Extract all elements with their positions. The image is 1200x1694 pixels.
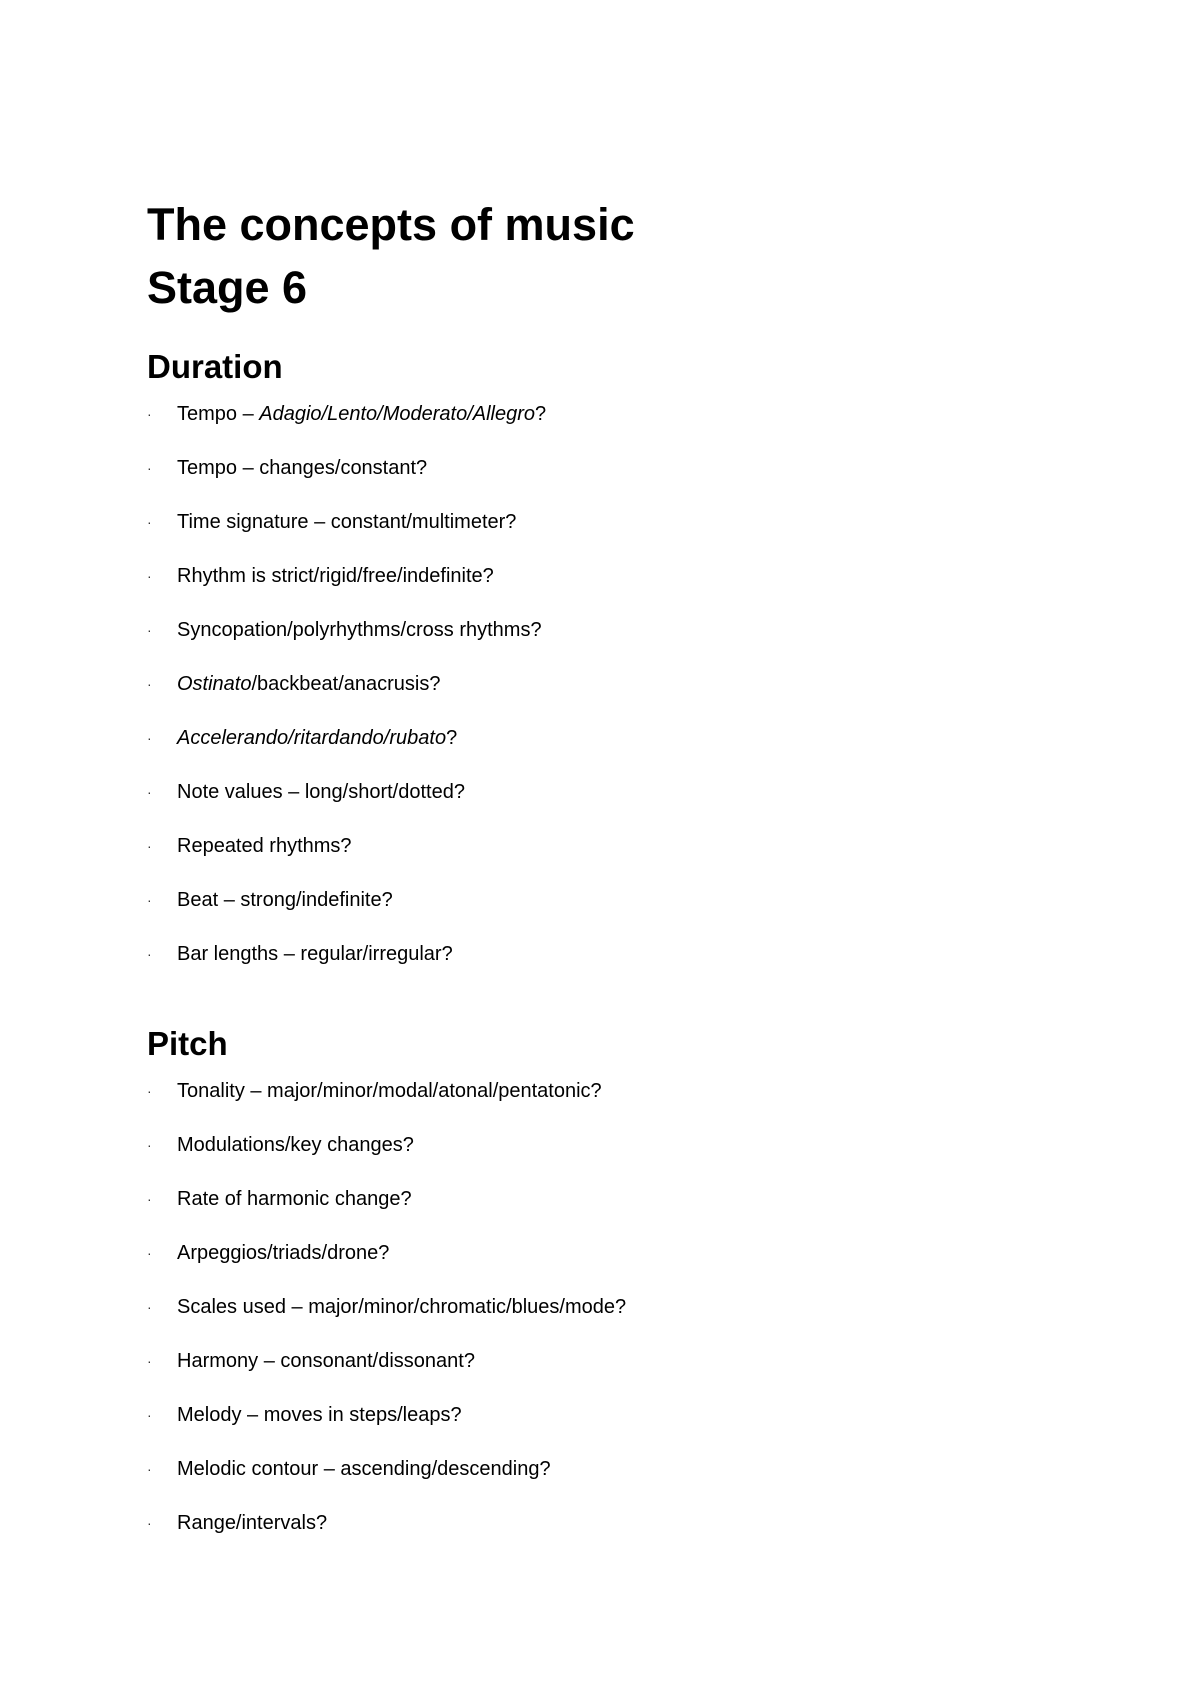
bullet-icon: · (147, 676, 152, 692)
list-item-text (177, 564, 494, 588)
list-item-text (177, 1511, 327, 1535)
list-item (147, 456, 1097, 510)
list-item (147, 672, 1097, 726)
list-item (147, 1403, 1097, 1457)
text-segment: Beat – strong/indefinite? (177, 889, 393, 911)
list-item (147, 834, 1097, 888)
list-item (147, 1241, 1097, 1295)
bullet-icon: · (147, 568, 152, 584)
list-item (147, 564, 1097, 618)
text-segment: Melodic contour – ascending/descending? (177, 1458, 551, 1480)
document-page (147, 193, 1097, 1565)
list-item-text (177, 1403, 462, 1427)
italic-term: Adagio/Lento/Moderato/Allegro (259, 403, 536, 425)
text-segment: Arpeggios/triads/drone? (177, 1242, 390, 1264)
title-line-2: Stage 6 (147, 262, 308, 313)
italic-term: Accelerando/ritardando/rubato (177, 727, 447, 749)
list-item-text (177, 1079, 602, 1103)
text-segment: Tempo – (177, 403, 260, 425)
text-segment: Scales used – major/minor/chromatic/blues/mode? (177, 1296, 627, 1318)
section-heading-pitch: Pitch (147, 1025, 228, 1062)
bullet-icon: · (147, 1083, 152, 1099)
text-segment: Note values – long/short/dotted? (177, 781, 465, 803)
list-item-text (177, 726, 457, 750)
list-item (147, 402, 1097, 456)
list-item (147, 1295, 1097, 1349)
text-segment: Repeated rhythms? (177, 835, 352, 857)
list-item (147, 888, 1097, 942)
list-item (147, 1079, 1097, 1133)
section-heading-duration: Duration (147, 348, 283, 385)
text-segment: ? (535, 403, 547, 425)
list-item (147, 1349, 1097, 1403)
list-item-text (177, 942, 453, 966)
bullet-icon: · (147, 1299, 152, 1315)
bullet-icon: · (147, 406, 152, 422)
pitch-list (147, 1079, 1097, 1565)
document-title (147, 193, 1097, 319)
title-line-1: The concepts of music (147, 199, 635, 250)
text-segment: Melody – moves in steps/leaps? (177, 1404, 462, 1426)
list-item-text (177, 1187, 412, 1211)
text-segment: Tonality – major/minor/modal/atonal/pentatonic? (177, 1080, 602, 1102)
bullet-icon: · (147, 1137, 152, 1153)
list-item-text (177, 1133, 414, 1157)
text-segment: Syncopation/polyrhythms/cross rhythms? (177, 619, 542, 641)
text-segment: Time signature – constant/multimeter? (177, 511, 517, 533)
text-segment: Tempo – changes/constant? (177, 457, 428, 479)
list-item (147, 1457, 1097, 1511)
bullet-icon: · (147, 622, 152, 638)
text-segment: Modulations/key changes? (177, 1134, 414, 1156)
list-item-text (177, 888, 393, 912)
text-segment: Harmony – consonant/dissonant? (177, 1350, 475, 1372)
bullet-icon: · (147, 946, 152, 962)
list-item-text (177, 1295, 626, 1319)
list-item (147, 726, 1097, 780)
bullet-icon: · (147, 1461, 152, 1477)
list-item-text (177, 834, 352, 858)
bullet-icon: · (147, 784, 152, 800)
bullet-icon: · (147, 1407, 152, 1423)
bullet-icon: · (147, 1245, 152, 1261)
bullet-icon: · (147, 514, 152, 530)
list-item-text (177, 672, 441, 696)
list-item-text (177, 1241, 389, 1265)
text-segment: ? (446, 727, 458, 749)
list-item (147, 510, 1097, 564)
list-item (147, 1187, 1097, 1241)
text-segment: Rate of harmonic change? (177, 1188, 412, 1210)
bullet-icon: · (147, 1353, 152, 1369)
list-item (147, 1511, 1097, 1565)
list-item-text (177, 456, 427, 480)
list-item (147, 618, 1097, 672)
bullet-icon: · (147, 892, 152, 908)
list-item-text (177, 618, 542, 642)
italic-term: Ostinato (177, 673, 252, 695)
list-item-text (177, 1349, 475, 1373)
bullet-icon: · (147, 838, 152, 854)
list-item-text (177, 510, 516, 534)
list-item (147, 780, 1097, 834)
list-item (147, 942, 1097, 996)
duration-list (147, 402, 1097, 996)
list-item-text (177, 1457, 551, 1481)
list-item-text (177, 402, 546, 426)
bullet-icon: · (147, 1191, 152, 1207)
bullet-icon: · (147, 1515, 152, 1531)
bullet-icon: · (147, 460, 152, 476)
text-segment: Range/intervals? (177, 1512, 328, 1534)
text-segment: Rhythm is strict/rigid/free/indefinite? (177, 565, 494, 587)
text-segment: Bar lengths – regular/irregular? (177, 943, 453, 965)
list-item-text (177, 780, 465, 804)
text-segment: /backbeat/anacrusis? (251, 673, 441, 695)
list-item (147, 1133, 1097, 1187)
bullet-icon: · (147, 730, 152, 746)
